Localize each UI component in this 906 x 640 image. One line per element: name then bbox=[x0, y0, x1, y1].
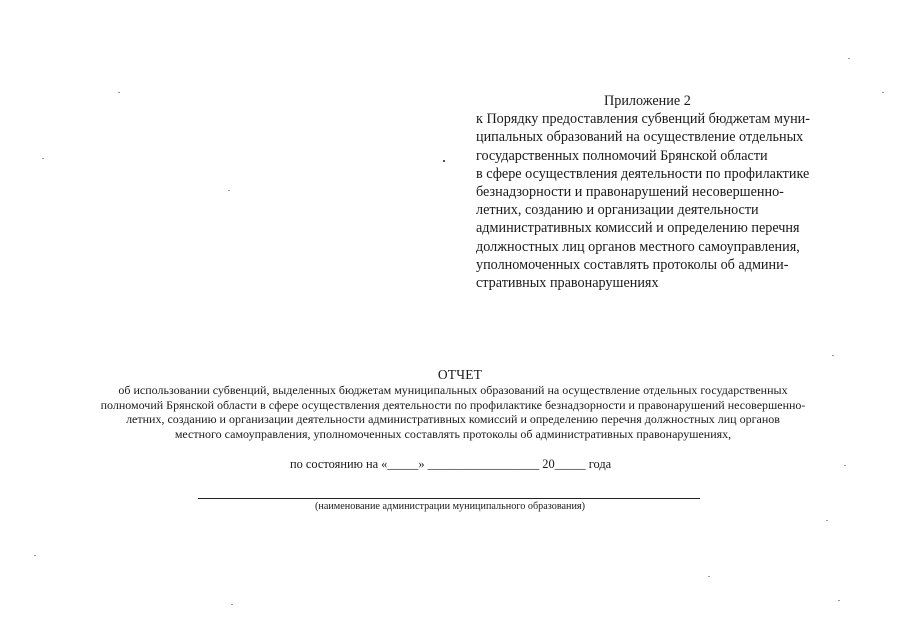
appendix-title: Приложение 2 bbox=[604, 93, 691, 109]
report-subtitle-line: об использовании субвенций, выделенных бюджетам муниципальных образований на осуществление отдельных государственных bbox=[118, 383, 788, 397]
appendix-line: административных комиссий и определению перечня bbox=[476, 220, 800, 237]
scan-speck bbox=[34, 555, 36, 556]
appendix-block bbox=[476, 92, 856, 292]
appendix-line: летних, созданию и организации деятельности bbox=[476, 202, 759, 219]
report-subtitle-line: полномочий Брянской области в сфере осуществления деятельности по профилактике безнадзорности и правонарушений несовершенно- bbox=[100, 397, 806, 412]
appendix-line: уполномоченных составлять протоколы об админи- bbox=[476, 256, 789, 273]
appendix-line: должностных лиц органов местного самоуправления, bbox=[476, 238, 800, 255]
appendix-line: государственных полномочий Брянской области bbox=[476, 147, 768, 164]
appendix-line: стративных правонарушениях bbox=[476, 275, 659, 292]
scan-speck bbox=[228, 190, 230, 191]
scan-speck bbox=[42, 158, 44, 159]
administration-name-underline bbox=[198, 498, 700, 499]
scan-speck bbox=[443, 160, 445, 162]
report-date-line: по состоянию на «_____» __________________ 20_____ года bbox=[290, 457, 612, 471]
appendix-line: ципальных образований на осуществление отдельных bbox=[476, 129, 804, 146]
scan-speck bbox=[708, 576, 710, 577]
report-subtitle-line: местного самоуправления, уполномоченных составлять протоколы об административных правонарушениях, bbox=[174, 426, 732, 441]
scan-speck bbox=[118, 92, 120, 93]
administration-name-caption: (наименование администрации муниципального образования) bbox=[314, 501, 585, 512]
appendix-line: безнадзорности и правонарушений несовершенно- bbox=[476, 184, 784, 201]
scan-speck bbox=[826, 520, 828, 521]
report-subtitle-line: летних, созданию и организации деятельности административных комиссий и определению перечня должностных лиц органов bbox=[126, 412, 780, 427]
appendix-line: в сфере осуществления деятельности по профилактике bbox=[476, 165, 810, 182]
scan-speck bbox=[882, 92, 884, 93]
appendix-line: к Порядку предоставления субвенций бюджетам муни- bbox=[476, 111, 810, 128]
scan-speck bbox=[848, 58, 850, 59]
report-title: ОТЧЕТ bbox=[437, 367, 483, 382]
scan-speck bbox=[844, 465, 846, 466]
scan-speck bbox=[231, 604, 233, 605]
scan-speck bbox=[838, 600, 840, 601]
report-heading bbox=[40, 366, 866, 441]
scan-speck bbox=[832, 355, 834, 356]
